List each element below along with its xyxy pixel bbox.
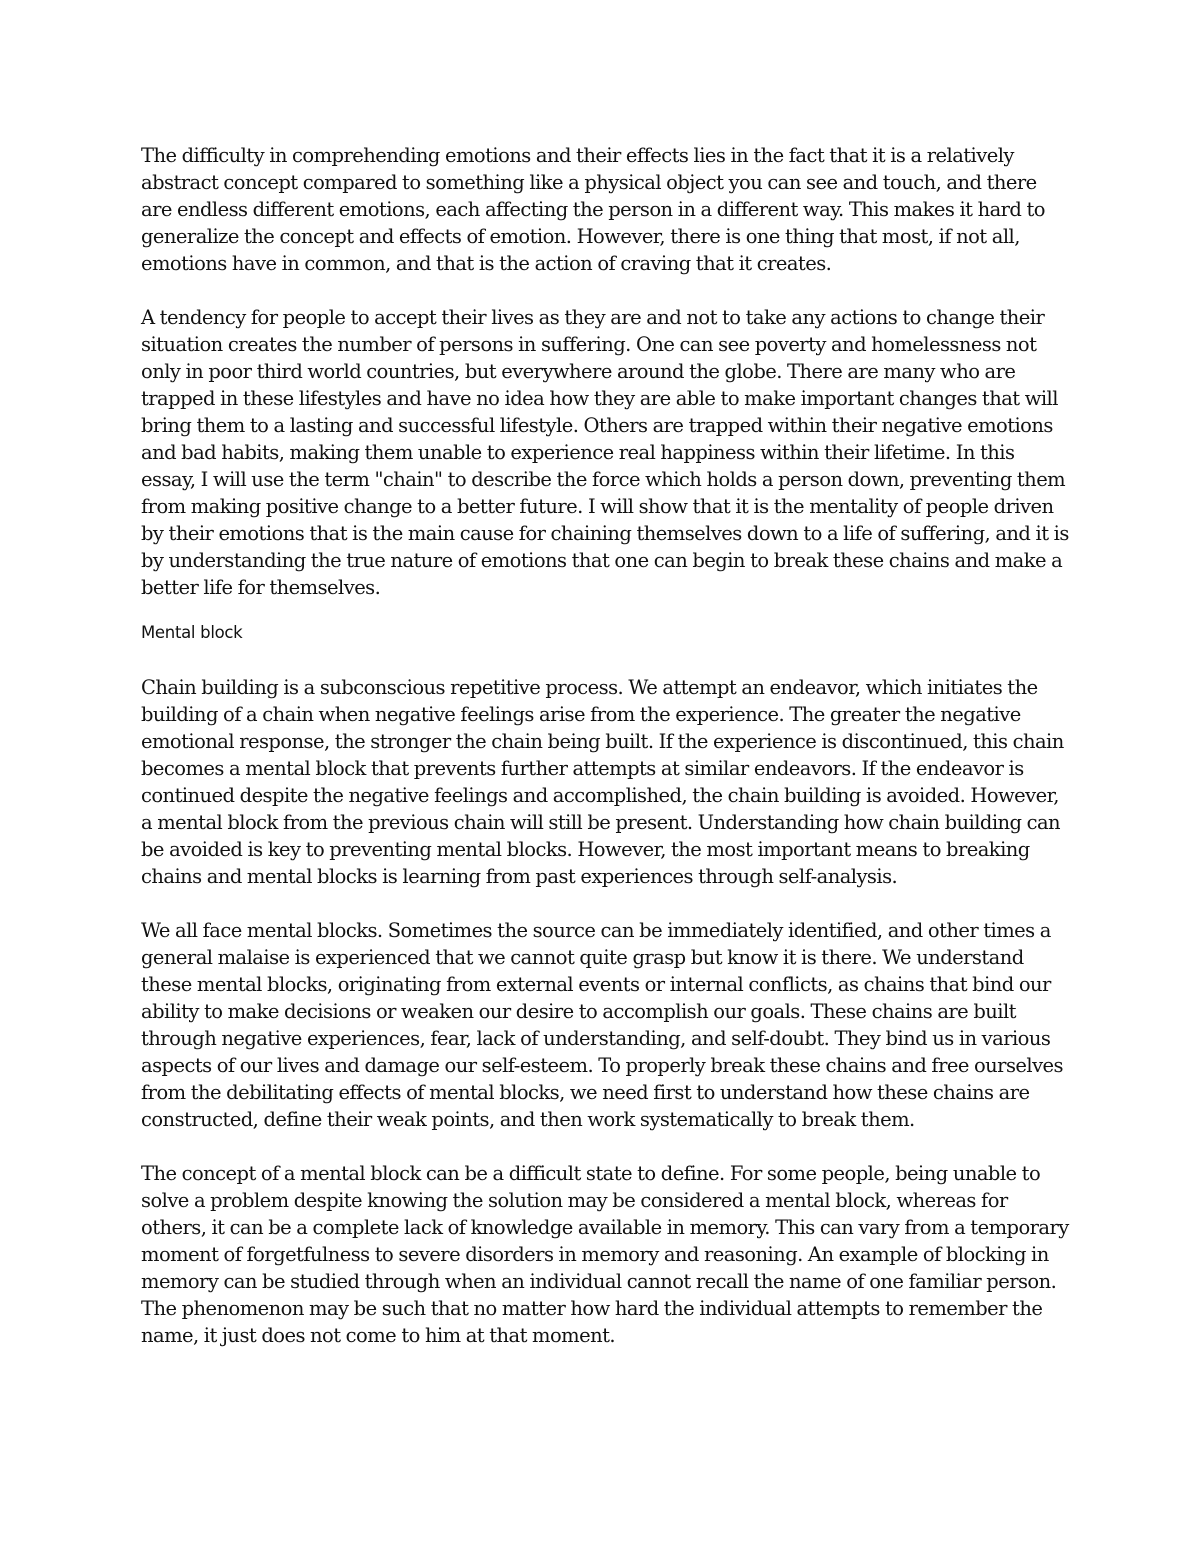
paragraph-thesis: A tendency for people to accept their lives as they are and not to take any actions to change their situation creates the number of persons in suffering. One can see poverty and homelessness not only in poor third world countries, but everywhere around the globe. There are many who are trapped in these lifestyles and have no idea how they are able to make important changes that will bring them to a lasting and successful lifestyle. Others are trapped within their negative emotions and bad habits, making them unable to experience real happiness within their lifetime. In this essay, I will use the term "chain" to describe the force which holds a person down, preventing them from making positive change to a better future. I will show that it is the mentality of people driven by their emotions that is the main cause for chaining themselves down to a life of suffering, and it is by understanding the true nature of emotions that one can begin to break these chains and make a better life for themselves. bbox=[141, 306, 1069, 599]
paragraph-concept: The concept of a mental block can be a difficult state to define. For some people, being unable to solve a problem despite knowing the solution may be considered a mental block, whereas for others, it can be a complete lack of knowledge available in memory. This can vary from a temporary moment of forgetfulness to severe disorders in memory and reasoning. An example of blocking in memory can be studied through when an individual cannot recall the name of one familiar person. The phenomenon may be such that no matter how hard the individual attempts to remember the name, it just does not come to him at that moment. bbox=[141, 1162, 1069, 1347]
paragraph-mental-blocks: We all face mental blocks. Sometimes the source can be immediately identified, and other times a general malaise is experienced that we cannot quite grasp but know it is there. We understand these mental blocks, originating from external events or internal conflicts, as chains that bind our ability to make decisions or weaken our desire to accomplish our goals. These chains are built through negative experiences, fear, lack of understanding, and self-doubt. They bind us in various aspects of our lives and damage our self-esteem. To properly break these chains and free ourselves from the debilitating effects of mental blocks, we need first to understand how these chains are constructed, define their weak points, and then work systematically to break them. bbox=[141, 919, 1063, 1131]
paragraph-intro: The difficulty in comprehending emotions and their effects lies in the fact that it is a relatively abstract concept compared to something like a physical object you can see and touch, and there are endless different emotions, each affecting the person in a different way. This makes it hard to generalize the concept and effects of emotion. However, there is one thing that most, if not all, emotions have in common, and that is the action of craving that it creates. bbox=[141, 144, 1045, 275]
section-heading: Mental block bbox=[141, 623, 243, 642]
paragraph-chain-building: Chain building is a subconscious repetitive process. We attempt an endeavor, which initiates the building of a chain when negative feelings arise from the experience. The greater the negative emotional response, the stronger the chain being built. If the experience is discontinued, this chain becomes a mental block that prevents further attempts at similar endeavors. If the endeavor is continued despite the negative feelings and accomplished, the chain building is avoided. However, a mental block from the previous chain will still be present. Understanding how chain building can be avoided is key to preventing mental blocks. However, the most important means to breaking chains and mental blocks is learning from past experiences through self-analysis. bbox=[141, 676, 1064, 888]
document-body bbox=[141, 142, 1071, 1349]
